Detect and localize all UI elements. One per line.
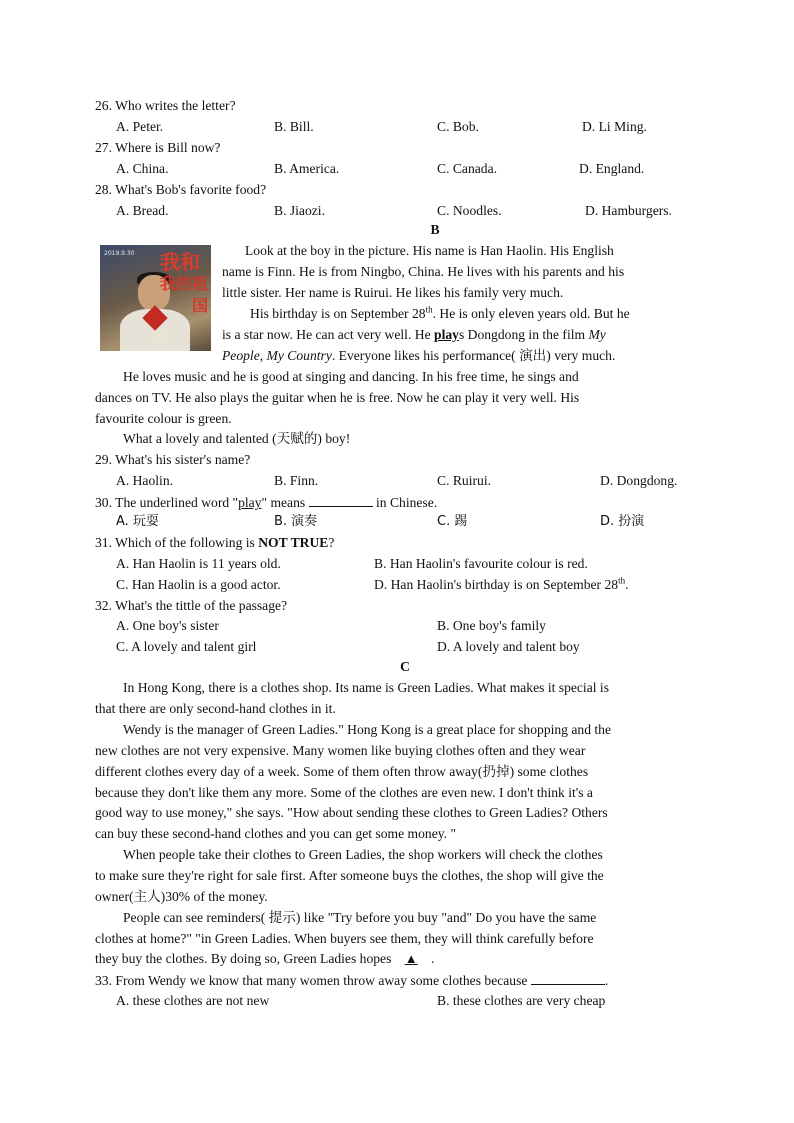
question-28: 28. What's Bob's favorite food? xyxy=(95,182,267,197)
q32-option-d: D. A lovely and talent boy xyxy=(437,639,580,654)
passage-b-line-6-rest: . Everyone likes his performance( 演出) very much. xyxy=(331,348,616,363)
passage-b-line-4-rest: . He is only eleven years old. But he xyxy=(432,306,630,321)
q31-text: 31. Which of the following is xyxy=(95,535,259,550)
q27-option-d: D. England. xyxy=(579,161,645,176)
q28-option-c: C. Noodles. xyxy=(437,203,502,218)
q29-option-c: C. Ruirui. xyxy=(437,473,492,488)
passage-c-line-4: new clothes are not very expensive. Many women like buying clothes often and they wear xyxy=(95,743,586,758)
passage-b-line-1: Look at the boy in the picture. His name is Han Haolin. His English xyxy=(245,243,614,258)
question-29: 29. What's his sister's name? xyxy=(95,452,251,467)
q31-option-d-sup: th xyxy=(618,575,626,586)
q31-option-d-end: . xyxy=(625,577,629,592)
passage-c-line-14-text: they buy the clothes. By doing so, Green Ladies hopes xyxy=(95,951,395,966)
passage-c-line-7: good way to use money," she says. "How about sending these clothes to Green Ladies? Others xyxy=(95,805,608,820)
q27-option-b: B. America. xyxy=(274,161,340,176)
passage-b-line-5-text: is a star now. He can act very well. He xyxy=(222,327,435,342)
passage-c-line-2: that there are only second-hand clothes in it. xyxy=(95,701,336,716)
q30-text-end: in Chinese. xyxy=(376,495,438,510)
q31-option-d-text: D. Han Haolin's birthday is on September 28 xyxy=(374,577,619,592)
movie-poster-image xyxy=(100,245,211,351)
q30-option-a: A. 玩耍 xyxy=(116,514,159,529)
q26-option-d: D. Li Ming. xyxy=(582,119,647,134)
passage-b-line-4-sup: th xyxy=(425,304,433,315)
passage-c-line-10: to make sure they're right for sale first. After someone buys the clothes, the shop will give the xyxy=(95,868,604,883)
passage-c-line-13: clothes at home?" "in Green Ladies. When buyers see them, they will think carefully before xyxy=(95,931,594,946)
q29-option-b: B. Finn. xyxy=(274,473,319,488)
passage-b-film-title-end: People, My Country xyxy=(222,348,332,363)
q31-option-b: B. Han Haolin's favourite colour is red. xyxy=(374,556,588,571)
question-30 xyxy=(95,494,437,511)
passage-b-line-5-rest: s Dongdong in the film xyxy=(458,327,589,342)
passage-c-line-14 xyxy=(95,951,434,967)
passage-c-line-3: Wendy is the manager of Green Ladies." Hong Kong is a great place for shopping and the xyxy=(123,722,612,737)
q33-option-a: A. these clothes are not new xyxy=(116,993,270,1008)
passage-b-line-4 xyxy=(250,306,630,322)
q31-option-a: A. Han Haolin is 11 years old. xyxy=(116,556,281,571)
q30-option-d: D. 扮演 xyxy=(600,514,645,529)
q28-option-a: A. Bread. xyxy=(116,203,169,218)
question-32: 32. What's the tittle of the passage? xyxy=(95,598,288,613)
poster-title-line2: 我的祖国 xyxy=(159,274,208,315)
passage-c-line-9: When people take their clothes to Green Ladies, the shop workers will check the clothes xyxy=(123,847,603,862)
q32-option-c: C. A lovely and talent girl xyxy=(116,639,257,654)
passage-c-line-8: can buy these second-hand clothes and you can get some money. " xyxy=(95,826,457,841)
question-27: 27. Where is Bill now? xyxy=(95,140,221,155)
passage-c-line-1: In Hong Kong, there is a clothes shop. Its name is Green Ladies. What makes it special is xyxy=(123,680,609,695)
q31-bold-text: NOT TRUE xyxy=(258,535,329,550)
q30-answer-blank xyxy=(309,494,373,507)
section-c-heading: C xyxy=(400,659,410,674)
passage-b-line-3: little sister. Her name is Ruirui. He likes his family very much. xyxy=(222,285,564,300)
q33-text-end: . xyxy=(604,973,609,988)
passage-c-line-12: People can see reminders( 提示) like "Try before you buy "and" Do you have the same xyxy=(123,910,597,925)
passage-b-line-8: dances on TV. He also plays the guitar when he is free. Now he can play it very well. His xyxy=(95,390,580,405)
question-31 xyxy=(95,535,334,551)
poster-title-line1: 我和 xyxy=(160,250,200,274)
q30-option-c: C. 踢 xyxy=(437,514,468,529)
passage-b-line-4-text: His birthday is on September 28 xyxy=(250,306,426,321)
q31-text-end: ? xyxy=(328,535,335,550)
underlined-word-play: play xyxy=(434,327,459,342)
q28-option-b: B. Jiaozi. xyxy=(274,203,325,218)
question-33 xyxy=(95,972,608,989)
q32-option-a: A. One boy's sister xyxy=(116,618,219,633)
q32-option-b: B. One boy's family xyxy=(437,618,546,633)
q28-option-d: D. Hamburgers. xyxy=(585,203,672,218)
q33-answer-blank xyxy=(531,972,605,985)
passage-b-line-9: favourite colour is green. xyxy=(95,411,232,426)
passage-c-line-5: different clothes every day of a week. Some of them often throw away(扔掉) some clothes xyxy=(95,764,589,779)
passage-b-line-7: He loves music and he is good at singing and dancing. In his free time, he sings and xyxy=(123,369,579,384)
q33-text: 33. From Wendy we know that many women throw away some clothes because xyxy=(95,973,528,988)
q33-option-b: B. these clothes are very cheap xyxy=(437,993,606,1008)
blank-triangle-marker: ▲ xyxy=(404,951,418,966)
passage-b-line-2: name is Finn. He is from Ningbo, China. He lives with his parents and his xyxy=(222,264,625,279)
q29-option-a: A. Haolin. xyxy=(116,473,174,488)
q30-text-mid: " means xyxy=(261,495,306,510)
passage-c-line-14-end: . xyxy=(427,951,435,966)
q26-option-c: C. Bob. xyxy=(437,119,479,134)
q31-option-d xyxy=(374,577,629,593)
passage-b-film-title-start: My xyxy=(588,327,606,342)
question-26: 26. Who writes the letter? xyxy=(95,98,236,113)
q30-text: 30. The underlined word " xyxy=(95,495,239,510)
q31-option-c: C. Han Haolin is a good actor. xyxy=(116,577,281,592)
passage-b-line-10: What a lovely and talented (天赋的) boy! xyxy=(123,431,351,446)
poster-date-text: 2019.9.30 xyxy=(104,250,135,257)
passage-b-line-6 xyxy=(222,348,615,364)
q26-option-a: A. Peter. xyxy=(116,119,164,134)
q30-option-b: B. 演奏 xyxy=(274,514,318,529)
passage-c-line-6: because they don't like them any more. Some of the clothes are even new. I don't think it's a xyxy=(95,785,593,800)
q30-underlined-word: play xyxy=(238,495,262,510)
q27-option-a: A. China. xyxy=(116,161,169,176)
poster-tag: 夺冠 xyxy=(150,332,170,343)
q26-option-b: B. Bill. xyxy=(274,119,314,134)
passage-b-line-5 xyxy=(222,327,606,343)
section-b-heading: B xyxy=(430,222,440,237)
q29-option-d: D. Dongdong. xyxy=(600,473,678,488)
passage-c-line-11: owner(主人)30% of the money. xyxy=(95,889,268,904)
q27-option-c: C. Canada. xyxy=(437,161,498,176)
